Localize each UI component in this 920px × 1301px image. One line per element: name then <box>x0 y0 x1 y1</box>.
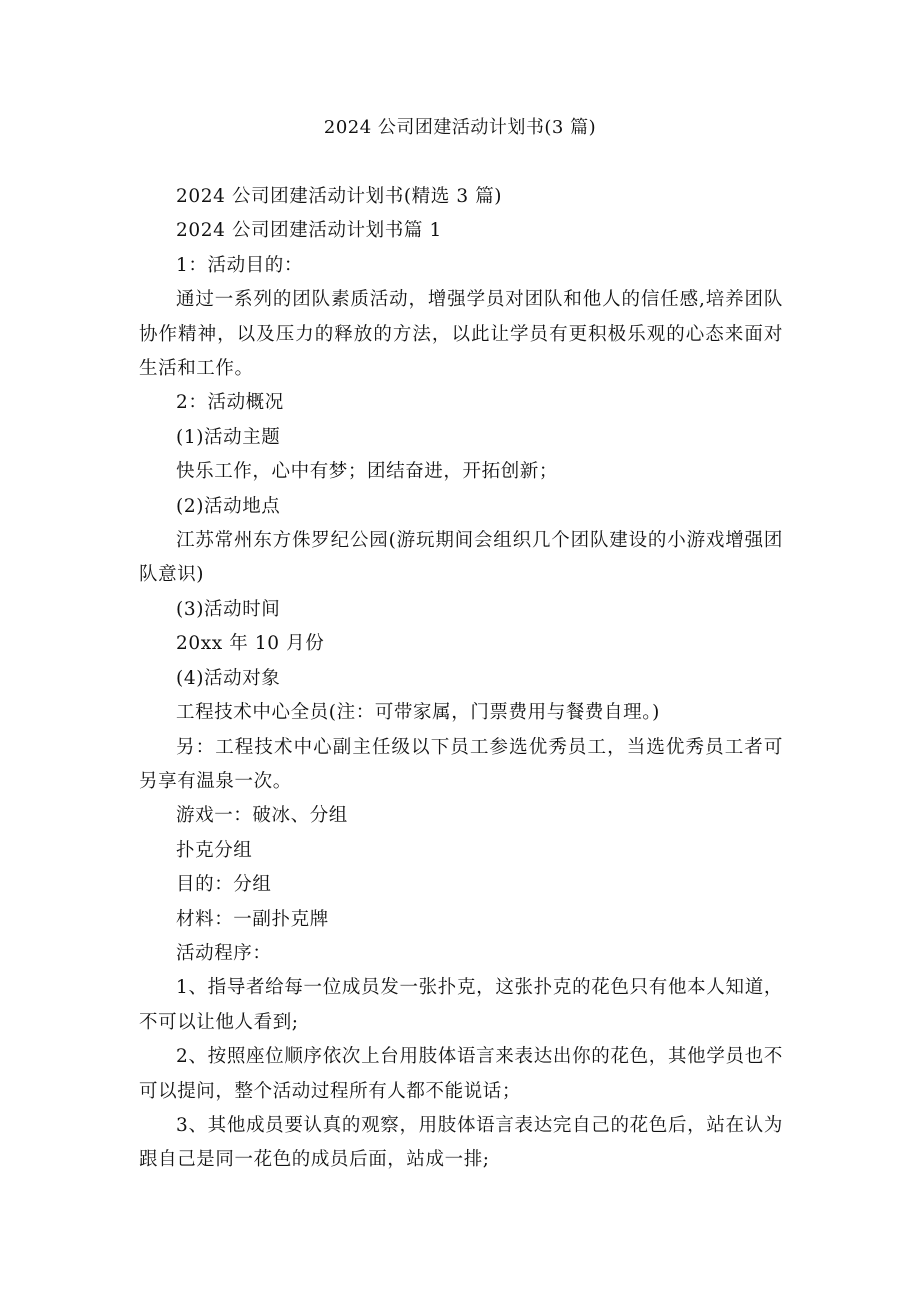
paragraph-procedure-step-1: 1、指导者给每一位成员发一张扑克，这张扑克的花色只有他本人知道，不可以让他人看到; <box>139 977 783 1033</box>
paragraph-game-materials: 材料：一副扑克牌 <box>176 908 329 930</box>
paragraph-time-text: 20xx 年 10 月份 <box>176 633 325 655</box>
paragraph-game-goal: 目的：分组 <box>176 874 272 896</box>
paragraph-procedure-heading: 活动程序： <box>176 942 272 964</box>
paragraph-game-heading: 游戏一：破冰、分组 <box>176 805 348 827</box>
paragraph-purpose-text: 通过一系列的团队素质活动，增强学员对团队和他人的信任感,培养团队协作精神，以及压力的释放的方法，以此让学员有更积极乐观的心态来面对生活和工作。 <box>139 289 783 380</box>
paragraph-extra-note: 另：工程技术中心副主任级以下员工参选优秀员工，当选优秀员工者可另享有温泉一次。 <box>139 736 783 792</box>
paragraph-game-name: 扑克分组 <box>176 839 253 861</box>
paragraph-theme-text: 快乐工作，心中有梦；团结奋进，开拓创新； <box>176 461 559 483</box>
paragraph-audience-heading: (4)活动对象 <box>176 667 281 689</box>
document-body <box>139 180 783 1178</box>
paragraph-theme-heading: (1)活动主题 <box>176 426 281 448</box>
paragraph-location-heading: (2)活动地点 <box>176 495 281 517</box>
paragraph-location-text: 江苏常州东方侏罗纪公园(游玩期间会组织几个团队建设的小游戏增强团队意识) <box>139 530 783 586</box>
paragraph-audience-text: 工程技术中心全员(注：可带家属，门票费用与餐费自理。) <box>176 702 660 724</box>
paragraph-section-heading: 2024 公司团建活动计划书篇 1 <box>176 220 442 242</box>
paragraph-time-heading: (3)活动时间 <box>176 598 281 620</box>
document-title: 2024 公司团建活动计划书(3 篇) <box>323 117 597 138</box>
paragraph-subtitle: 2024 公司团建活动计划书(精选 3 篇) <box>176 186 503 207</box>
paragraph-procedure-step-2: 2、按照座位顺序依次上台用肢体语言来表达出你的花色，其他学员也不可以提问，整个活动过程所有人都不能说话； <box>139 1046 783 1102</box>
paragraph-purpose-heading: 1：活动目的： <box>176 254 303 276</box>
paragraph-procedure-step-3: 3、其他成员要认真的观察，用肢体语言表达完自己的花色后，站在认为跟自己是同一花色的成员后面，站成一排; <box>139 1114 783 1171</box>
paragraph-overview-heading: 2：活动概况 <box>176 392 284 414</box>
